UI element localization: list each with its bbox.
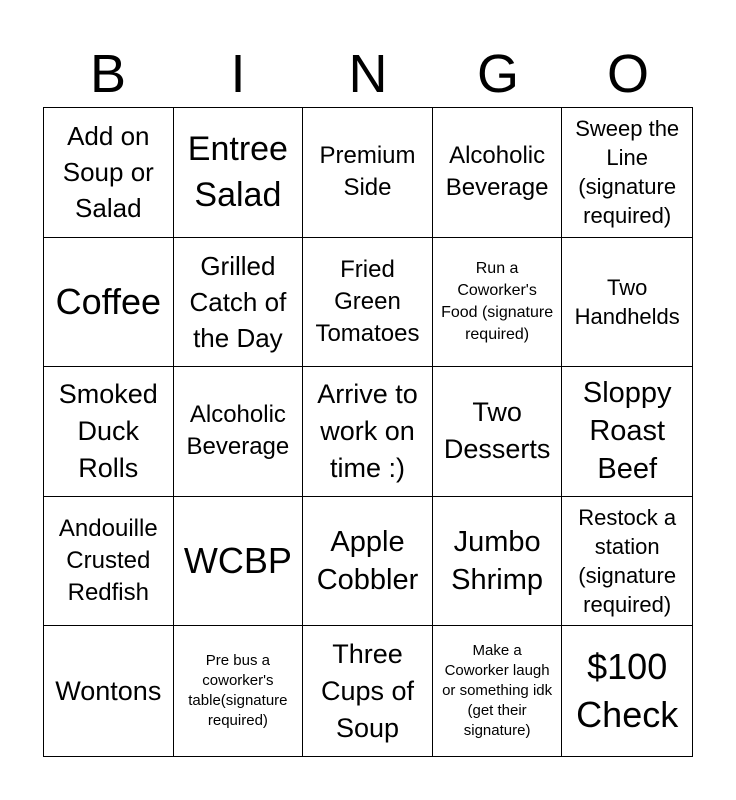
bingo-cell[interactable] (433, 108, 563, 238)
cell-text: Grilled Catch of the Day (189, 250, 287, 353)
cell-text: Arrive to work on time :) (317, 378, 418, 483)
cell-text: Coffee (55, 280, 161, 322)
cell-text: Restock a station (signature required) (578, 505, 677, 618)
bingo-cell[interactable] (44, 367, 174, 497)
cell-text: Two Handhelds (574, 274, 680, 329)
cell-text: Make a Coworker laugh or something idk (get their signature) (442, 642, 553, 740)
cell-text: Entree Salad (187, 130, 288, 215)
bingo-cell[interactable] (562, 497, 692, 627)
cell-text: Two Desserts (443, 397, 551, 465)
bingo-cell[interactable] (562, 108, 692, 238)
bingo-cell[interactable] (562, 238, 692, 368)
bingo-cell[interactable] (433, 497, 563, 627)
cell-text: Apple Cobbler (316, 526, 419, 597)
bingo-cell[interactable] (44, 238, 174, 368)
cell-text: Smoked Duck Rolls (58, 378, 158, 483)
bingo-cell[interactable] (562, 367, 692, 497)
cell-text: $100 Check (576, 646, 679, 736)
header-letter-i: I (230, 44, 246, 104)
bingo-cell[interactable] (174, 238, 304, 368)
cell-text: Premium Side (319, 142, 416, 202)
cell-text: Run a Coworker's Food (signature required) (441, 259, 554, 343)
header-letter-b: B (89, 44, 127, 104)
cell-text: Wontons (55, 675, 162, 706)
cell-text: Sweep the Line (signature required) (575, 116, 680, 229)
cell-text: Jumbo Shrimp (451, 526, 544, 597)
bingo-cell[interactable] (174, 108, 304, 238)
bingo-cell[interactable] (174, 367, 304, 497)
cell-text: Fried Green Tomatoes (315, 255, 420, 347)
cell-text: Sloppy Roast Beef (582, 377, 672, 486)
cell-text: Andouille Crusted Redfish (58, 515, 158, 607)
cell-text: WCBP (183, 540, 292, 582)
bingo-cell[interactable] (303, 108, 433, 238)
cell-text: Pre bus a coworker's table(signature required) (188, 652, 288, 730)
bingo-cell[interactable] (433, 238, 563, 368)
header-letter-o: O (606, 44, 649, 104)
bingo-cell[interactable] (562, 626, 692, 756)
bingo-cell[interactable] (303, 497, 433, 627)
cell-text: Three Cups of Soup (320, 638, 415, 743)
bingo-cell[interactable] (303, 238, 433, 368)
header-letter-g: G (476, 44, 519, 104)
bingo-cell[interactable] (303, 626, 433, 756)
bingo-cell[interactable] (174, 497, 304, 627)
bingo-cell[interactable] (433, 626, 563, 756)
bingo-cell[interactable] (174, 626, 304, 756)
cell-text: Add on Soup or Salad (62, 121, 154, 224)
bingo-cell[interactable] (433, 367, 563, 497)
bingo-cell[interactable] (44, 497, 174, 627)
bingo-cell[interactable] (44, 108, 174, 238)
cell-text: Alcoholic Beverage (186, 401, 290, 461)
header-letter-n: N (348, 44, 388, 104)
bingo-cell[interactable] (44, 626, 174, 756)
cell-text: Alcoholic Beverage (445, 142, 549, 202)
bingo-cell[interactable] (303, 367, 433, 497)
bingo-header (43, 42, 693, 106)
bingo-grid (43, 107, 693, 757)
